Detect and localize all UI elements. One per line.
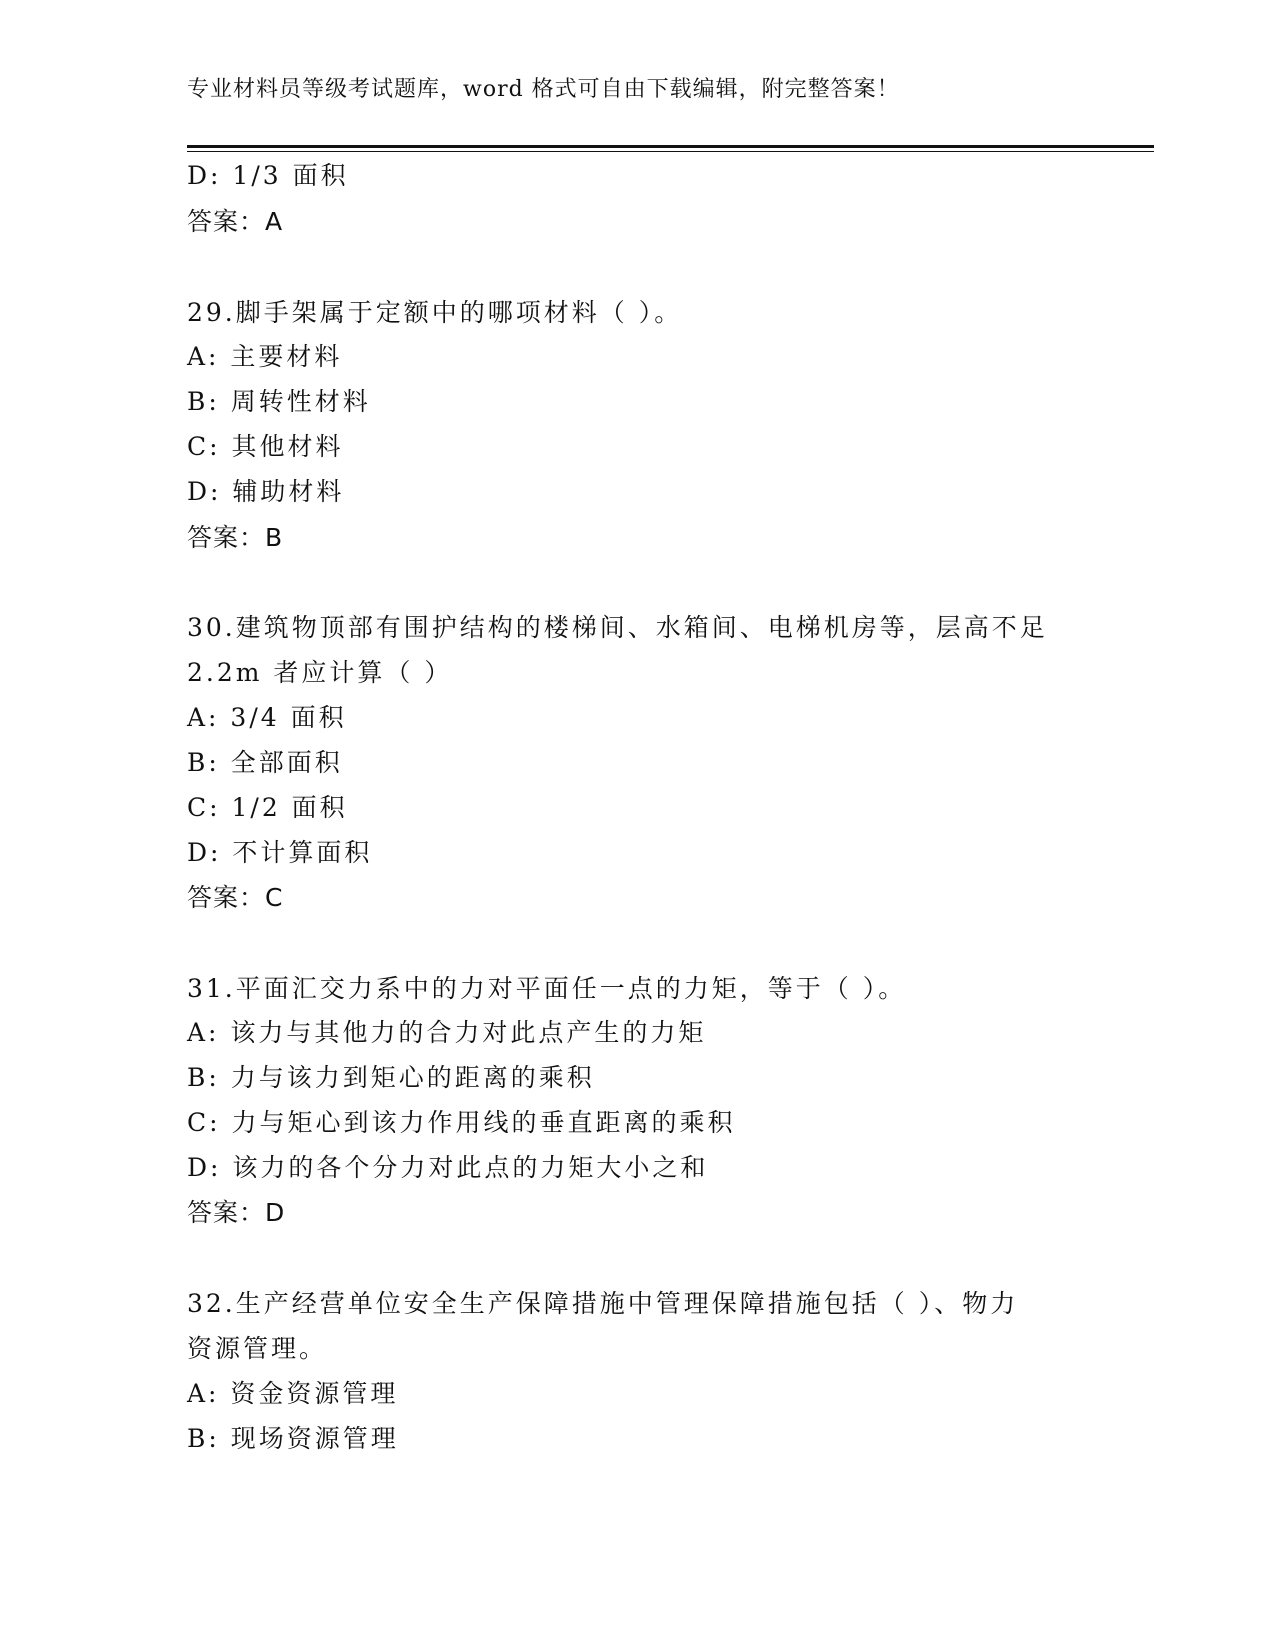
q29-question: 29.脚手架属于定额中的哪项材料（ ）。	[187, 298, 683, 327]
q30-option-a: A: 3/4 面积	[187, 703, 347, 732]
q29-option-b: B: 周转性材料	[187, 387, 371, 416]
q29-option-c: C: 其他材料	[187, 432, 344, 461]
prev-option-d: D: 1/3 面积	[187, 161, 349, 190]
header-rule-thick	[187, 145, 1154, 148]
q32-option-b: B: 现场资源管理	[187, 1424, 399, 1453]
q31-answer: 答案：D	[187, 1198, 286, 1227]
q31-option-d: D: 该力的各个分力对此点的力矩大小之和	[187, 1153, 709, 1182]
page-header: 专业材料员等级考试题库，word 格式可自由下载编辑，附完整答案！	[187, 77, 900, 102]
q29-option-d: D: 辅助材料	[187, 477, 345, 506]
q31-question: 31.平面汇交力系中的力对平面任一点的力矩，等于（ ）。	[187, 974, 907, 1003]
q30-answer: 答案：C	[187, 883, 284, 912]
q29-option-a: A: 主要材料	[187, 342, 343, 371]
q30-question-line1: 30.建筑物顶部有围护结构的楼梯间、水箱间、电梯机房等，层高不足	[187, 613, 1048, 642]
q31-option-b: B: 力与该力到矩心的距离的乘积	[187, 1063, 595, 1092]
q32-question-line2: 资源管理。	[187, 1334, 328, 1363]
q30-option-d: D: 不计算面积	[187, 838, 373, 867]
q32-option-a: A: 资金资源管理	[187, 1379, 399, 1408]
q30-option-b: B: 全部面积	[187, 748, 343, 777]
q32-question-line1: 32.生产经营单位安全生产保障措施中管理保障措施包括（ ）、物力	[187, 1289, 1019, 1318]
q29-answer: 答案：B	[187, 523, 284, 552]
prev-answer: 答案：A	[187, 207, 284, 236]
q30-question-line2: 2.2m 者应计算（ ）	[187, 658, 453, 687]
q31-option-a: A: 该力与其他力的合力对此点产生的力矩	[187, 1018, 707, 1047]
q31-option-c: C: 力与矩心到该力作用线的垂直距离的乘积	[187, 1108, 736, 1137]
q30-option-c: C: 1/2 面积	[187, 793, 348, 822]
header-rule-thin	[187, 151, 1154, 152]
